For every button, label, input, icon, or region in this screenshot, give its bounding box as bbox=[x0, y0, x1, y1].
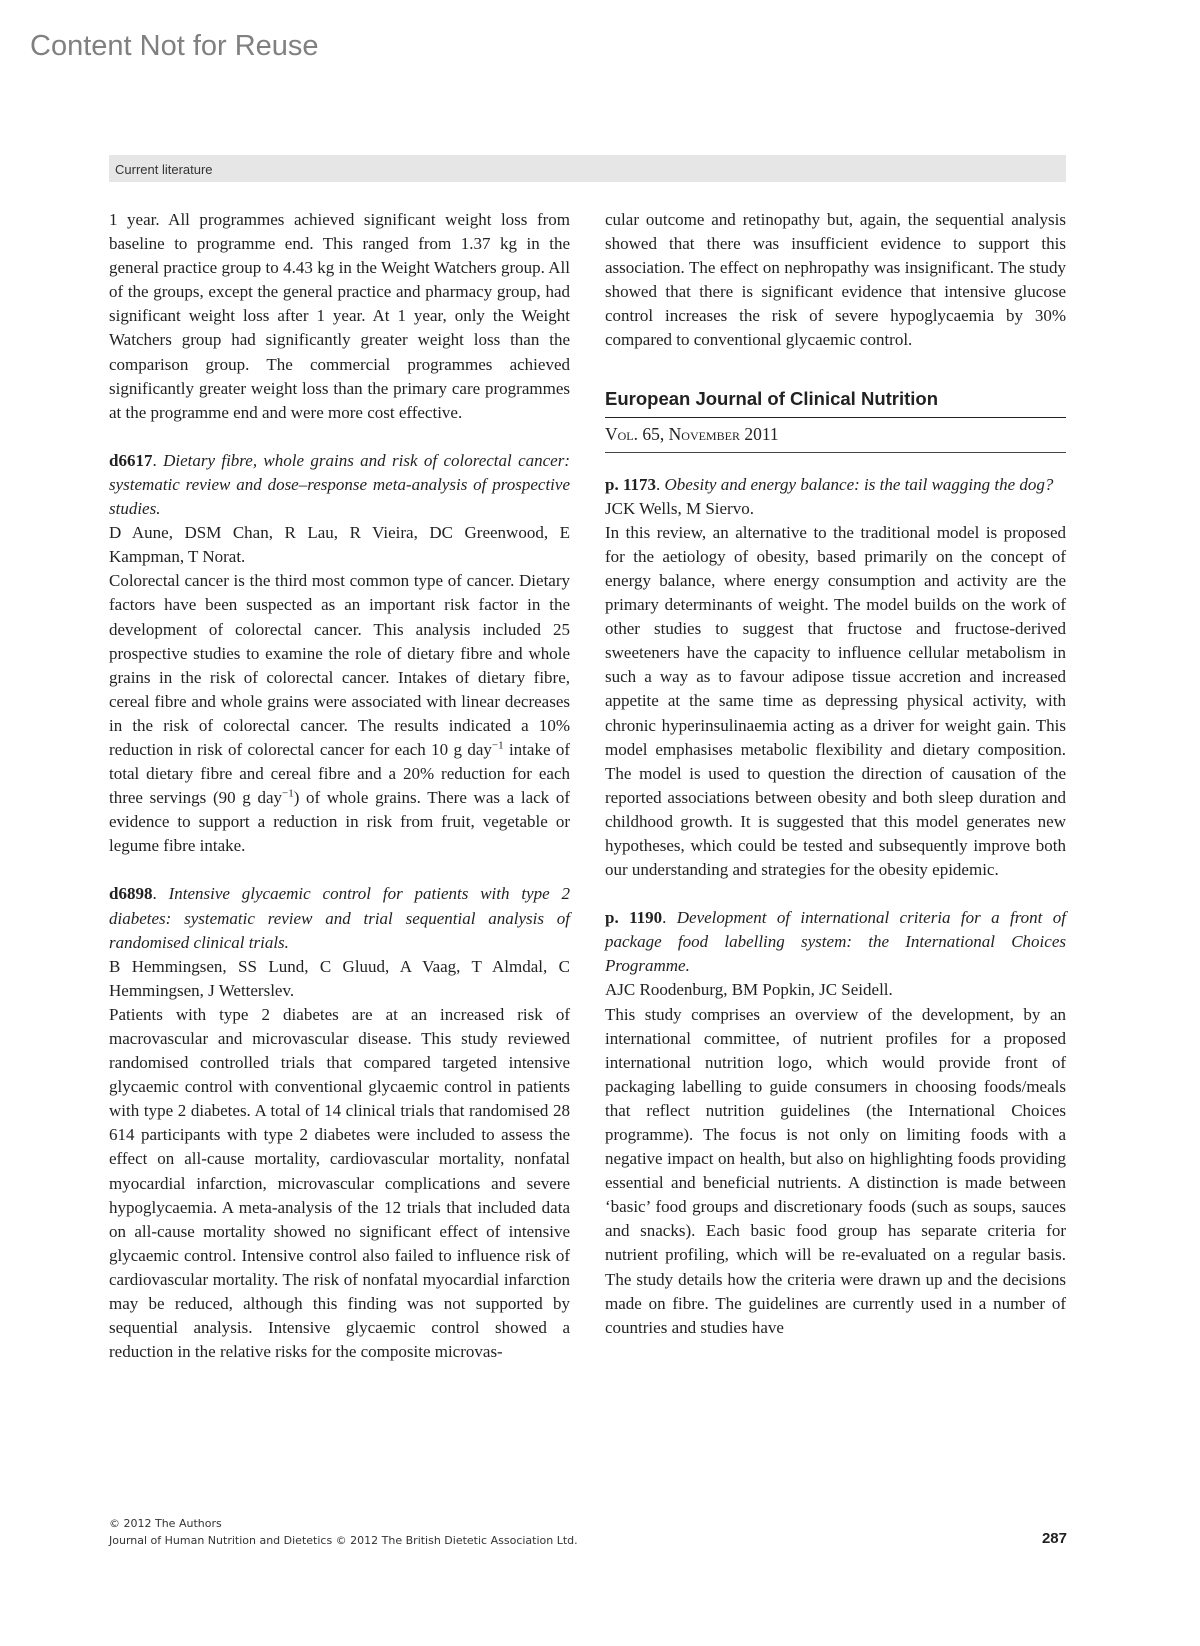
superscript-minus-one: −1 bbox=[491, 739, 504, 752]
journal-heading: European Journal of Clinical Nutrition bbox=[605, 387, 1066, 418]
page-footer bbox=[109, 1515, 578, 1549]
watermark-text: Content Not for Reuse bbox=[30, 30, 319, 62]
continuation-paragraph: 1 year. All programmes achieved significant weight loss from baseline to programme end. This ranged from 1.37 kg in the general practice group to 4.43 kg in the Weight Watchers group. All of the groups, except the general practice and pharmacy group, had significant weight loss after 1 year. At 1 year, only the Weight Watchers group had significantly greater weight loss than the comparison group. The commercial programmes achieved significantly greater weight loss than the primary care programmes at the programme end and were more cost effective. bbox=[109, 210, 570, 422]
article-abstract: In this review, an alternative to the traditional model is proposed for the aetiology of obesity, based primarily on the concept of energy balance, where energy consumption and activity are the primary determinants of weight. The model builds on the work of other studies to suggest that fructose and fructose-derived sweeteners have the capacity to influence cellular metabolism in such a way as to favour adipose tissue accretion and increased appetite at the same time as depressing physical activity, with chronic hyperinsulinaemia acting as a driver for weight gain. This model emphasises metabolic flexibility and dietary composition. The model is used to question the direction of causation of the reported associations between obesity and both sleep duration and childhood growth. It is suggested that this model generates new hypotheses, which could be tested and subsequently improve both our understanding and strategies for the obesity epidemic. bbox=[605, 522, 1066, 880]
article-title: Development of international criteria for a front of package food labelling system: the International Choices Programme. bbox=[605, 908, 1066, 976]
article-title-line: d6617. Dietary fibre, whole grains and risk of colorectal cancer: systematic review and dose–response meta-analysis of prospective studies. bbox=[109, 450, 571, 519]
article-id: d6898 bbox=[109, 884, 153, 904]
footer-journal-line: Journal of Human Nutrition and Dietetics © 2012 The British Dietetic Association Ltd. bbox=[109, 1534, 578, 1547]
article-id: p. 1173 bbox=[605, 474, 657, 494]
article-title: Obesity and energy balance: is the tail wagging the dog? bbox=[664, 474, 1054, 494]
article-title-line: p. 1173. Obesity and energy balance: is the tail wagging the dog? bbox=[605, 474, 1054, 494]
page-number: 287 bbox=[1041, 1530, 1067, 1547]
right-column bbox=[605, 208, 1066, 1340]
article-authors: JCK Wells, M Siervo. bbox=[605, 498, 754, 518]
section-header-bar bbox=[109, 155, 1066, 182]
article-id: p. 1190 bbox=[605, 908, 663, 928]
continuation-paragraph: cular outcome and retinopathy but, again, the sequential analysis showed that there was insufficient evidence to support this association. The effect on nephropathy was insignificant. The study showed that there is significant evidence that intensive glucose control increases the risk of severe hypoglycaemia by 30% compared to conventional glycaemic control. bbox=[605, 210, 1066, 350]
section-header-label: Current literature bbox=[115, 162, 213, 177]
journal-volume: Vol. 65, November 2011 bbox=[605, 422, 1066, 453]
article-authors: D Aune, DSM Chan, R Lau, R Vieira, DC Greenwood, E Kampman, T Norat. bbox=[109, 523, 570, 567]
left-column bbox=[109, 208, 570, 1364]
article-title: Dietary fibre, whole grains and risk of colorectal cancer: systematic review and dose–response meta-analysis of prospective studies. bbox=[109, 450, 571, 519]
article-entry-p1173 bbox=[605, 473, 1066, 883]
article-entry-d6898 bbox=[109, 882, 570, 1364]
article-abstract: Patients with type 2 diabetes are at an increased risk of macrovascular and microvascular disease. This study reviewed randomised controlled trials that compared targeted intensive glycaemic control with conventional glycaemic control in patients with type 2 diabetes. A total of 14 clinical trials that randomised 28 614 participants with type 2 diabetes were included to assess the effect on all-cause mortality, cardiovascular mortality, nonfatal myocardial infarction, microvascular complications and severe hypoglycaemia. A meta-analysis of the 12 trials that included data on all-cause mortality showed no significant effect of intensive glycaemic control. Intensive control also failed to influence risk of cardiovascular mortality. The risk of nonfatal myocardial infarction may be reduced, although this finding was not supported by sequential analysis. Intensive glycaemic control showed a reduction in the relative risks for the composite microvas- bbox=[109, 1004, 570, 1362]
article-authors: B Hemmingsen, SS Lund, C Gluud, A Vaag, T Almdal, C Hemmingsen, J Wetterslev. bbox=[109, 956, 570, 1000]
superscript-minus-one: −1 bbox=[282, 787, 294, 800]
footer-copyright: © 2012 The Authors bbox=[109, 1517, 222, 1530]
article-authors: AJC Roodenburg, BM Popkin, JC Seidell. bbox=[605, 980, 893, 1000]
article-id: d6617 bbox=[109, 450, 153, 470]
article-abstract: Colorectal cancer is the third most common type of cancer. Dietary factors have been suspected as an important risk factor in the development of colorectal cancer. This analysis included 25 prospective studies to examine the role of dietary fibre and whole grains in the risk of colorectal cancer. Intakes of dietary fibre, cereal fibre and whole grains were associated with linear decreases in the risk of colorectal cancer. The results indicated a 10% reduction in risk of colorectal cancer for each 10 g day$^{-1}$ intake of total dietary fibre and cereal fibre and a 20% reduction for each three servings (90 g day$^{-1}$) of whole grains. There was a lack of evidence to support a reduction in risk from fruit, vegetable or legume fibre intake. bbox=[109, 571, 571, 856]
article-title: Intensive glycaemic control for patients with type 2 diabetes: systematic review and trial sequential analysis of randomised clinical trials. bbox=[109, 884, 571, 952]
article-entry-p1190 bbox=[605, 906, 1066, 1340]
article-entry-d6617 bbox=[109, 449, 570, 859]
article-abstract: This study comprises an overview of the development, by an international committee, of nutrient profiles for a proposed international nutrition logo, which would provide front of packaging labelling to guide consumers in choosing foods/meals that reflect nutrition guidelines (the International Choices programme). The focus is not only on limiting foods with a negative impact on health, but also on highlighting foods providing essential and beneficial nutrients. A distinction is made between ‘basic’ food groups and discretionary foods (such as soups, sauces and snacks). Each basic food group has separate criteria for nutrient profiling, which will be re-evaluated on a regular basis. The study details how the criteria were drawn up and the decisions made on fibre. The guidelines are currently used in a number of countries and studies have bbox=[605, 1004, 1066, 1337]
article-title-line: d6898. Intensive glycaemic control for patients with type 2 diabetes: systematic review and trial sequential analysis of randomised clinical trials. bbox=[109, 884, 571, 952]
article-title-line: p. 1190. Development of international criteria for a front of package food labelling system: the International Choices Programme. bbox=[605, 908, 1066, 976]
